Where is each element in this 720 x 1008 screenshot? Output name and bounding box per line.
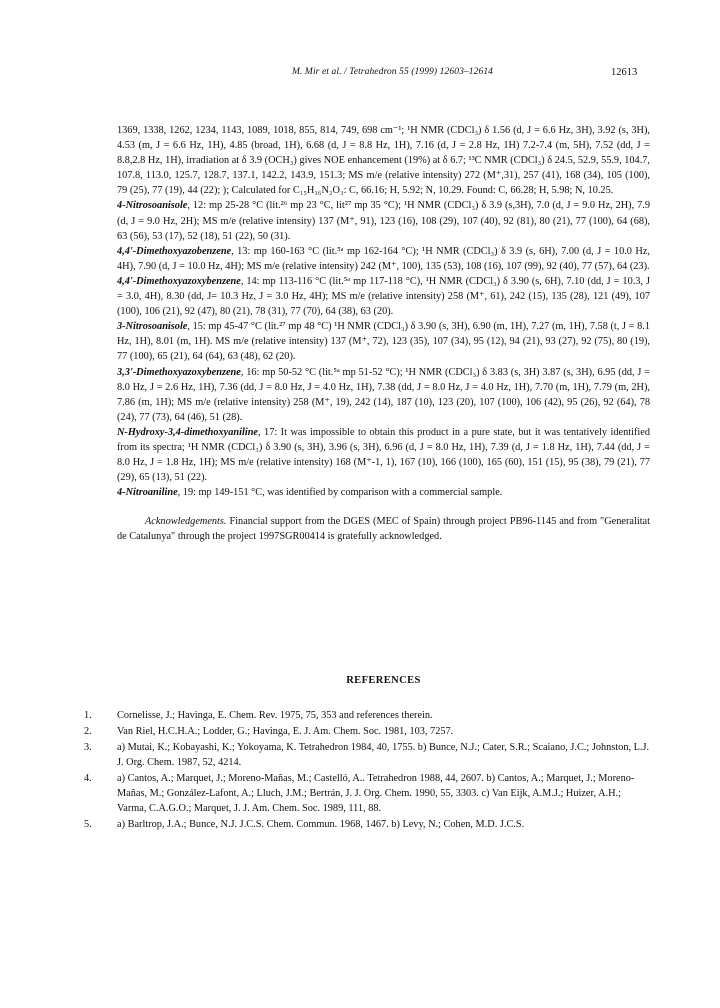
acknowledgements-label: Acknowledgements.	[145, 516, 227, 528]
compound-paragraph	[117, 244, 650, 274]
compound-data: , 13: mp 160-163 °C (lit.⁵ᵃ mp 162-164 °C); ¹H NMR (CDCl₃) δ 3.9 (s, 6H), 7.00 (d, J = 10.0 Hz, 4H), 7.90 (d, J = 10.0 Hz, 4H); MS m/e (relative intensity) 242 (M⁺, 100), 135 (53), 108 (16), 107 (99), 92 (40), 77 (57), 64 (23).	[117, 245, 650, 272]
compound-name: 4,4'-Dimethoxyazobenzene	[117, 245, 232, 257]
reference-item	[84, 817, 650, 832]
experimental-section	[117, 123, 650, 545]
reference-number: 1.	[84, 710, 92, 721]
acknowledgements-paragraph	[117, 514, 650, 544]
reference-text: Van Riel, H.C.H.A.; Lodder, G.; Havinga, E. J. Am. Chem. Soc. 1981, 103, 7257.	[117, 725, 454, 737]
reference-text: Cornelisse, J.; Havinga, E. Chem. Rev. 1975, 75, 353 and references therein.	[117, 710, 433, 721]
reference-list	[84, 708, 650, 833]
reference-item	[84, 771, 650, 817]
compound-name: N-Hydroxy-3,4-dimethoxyaniline	[117, 426, 258, 438]
reference-item	[84, 708, 650, 723]
references-heading: REFERENCES	[346, 675, 421, 686]
compound-data: , 15: mp 45-47 °C (lit.²⁷ mp 48 °C) ¹H NMR (CDCl₃) δ 3.90 (s, 3H), 6.90 (m, 1H), 7.27 (m, 1H), 7.58 (t, J = 8.1 Hz, 1H), 8.01 (m, 1H). MS m/e (relative intensity) 137 (M⁺, 72), 123 (35), 107 (34), 95 (12), 94 (21), 93 (27), 92 (75), 80 (19), 77 (100), 65 (21), 64 (64), 63 (48), 62 (20).	[117, 321, 650, 363]
compound-data: , 19: mp 149-151 °C, was identified by comparison with a commercial sample.	[177, 487, 503, 499]
compound-data: , 16: mp 50-52 °C (lit.⁵ᵃ mp 51-52 °C); ¹H NMR (CDCl₃) δ 3.83 (s, 3H) 3.87 (s, 3H), 6.95 (dd, J = 8.0 Hz, J = 2.6 Hz, 1H), 7.36 (dd, J = 8.0 Hz, J = 4.0 Hz, 1H), 7.38 (dd, J = 8.0 Hz, J = 4.0 Hz, 1H), 7.70 (m, 1H), 7.79 (m, 2H), 7.86 (m, 1H); MS m/e (relative intensity) 258 (M⁺, 19), 242 (14), 187 (10), 123 (20), 107 (100), 106 (42), 95 (26), 92 (64), 78 (24), 77 (73), 64 (46), 51 (28).	[117, 366, 650, 423]
acknowledgements-text: Financial support from the DGES (MEC of Spain) through project PB96-1145 and from "Generalitat de Catalunya" through the project 1997SGR00414 is gratefully acknowledged.	[117, 516, 650, 543]
compound-paragraph	[117, 274, 650, 319]
reference-item	[84, 724, 650, 739]
reference-text: a) Mutai, K.; Kobayashi, K.; Yokoyama, K. Tetrahedron 1984, 40, 1755. b) Bunce, N.J.; Cater, S.R.; Scaiano, J.C.; Johnston, L.J. J. Org. Chem. 1987, 52, 4214.	[117, 741, 650, 768]
compound-paragraph	[117, 425, 650, 485]
compound-name: 4,4'-Dimethoxyazoxybenzene	[117, 275, 241, 287]
compound-paragraph	[117, 485, 650, 500]
compound-name: 3,3'-Dimethoxyazoxybenzene	[117, 366, 241, 378]
compound-paragraph	[117, 319, 650, 364]
reference-text: a) Barltrop, J.A.; Bunce, N.J. J.C.S. Chem. Commun. 1968, 1467. b) Levy, N.; Cohen, M.D. J.C.S.	[117, 819, 525, 831]
compound-paragraph	[117, 365, 650, 425]
compound-name: 4-Nitrosoanisole	[117, 200, 188, 212]
running-head: M. Mir et al. / Tetrahedron 55 (1999) 12603–12614	[291, 67, 494, 77]
reference-number: 3.	[84, 741, 92, 753]
reference-number: 2.	[84, 725, 92, 737]
compound-paragraph	[117, 198, 650, 243]
compound-name: 4-Nitroaniline	[117, 487, 178, 499]
compound-name: 3-Nitrosoanisole	[117, 321, 188, 333]
compound-data: , 12: mp 25-28 °C (lit.²⁶ mp 23 °C, lit²⁷ mp 35 °C); ¹H NMR (CDCl₃) δ 3.9 (s,3H), 7.0 (d, J = 9.0 Hz, 2H), 7.9 (d, J = 9.0 Hz, 2H); MS m/e (relative intensity) 137 (M⁺, 91), 123 (16), 108 (29), 107 (40), 92 (81), 80 (21), 77 (100), 64 (68), 63 (56), 53 (17), 52 (18), 51 (22), 50 (31).	[117, 200, 650, 242]
compound-data: , 17: It was impossible to obtain this product in a pure state, but it was tentatively identified from its spectra; ¹H NMR (CDCl₃) δ 3.90 (s, 3H), 3.96 (s, 3H), 6.96 (d, J = 8.0 Hz, 1H), 7.39 (d, J = 1.8 Hz, 1H), 7.44 (dd, J = 8.0 Hz, J = 1.8 Hz, 1H); MS m/e (relative intensity) 168 (M⁺-1, 1), 167 (10), 166 (100), 165 (60), 151 (15), 95 (38), 79 (21), 77 (29), 65 (13), 51 (22).	[117, 426, 650, 484]
page-number: 12613	[611, 67, 638, 78]
reference-number: 4.	[84, 772, 92, 784]
reference-number: 5.	[84, 819, 92, 831]
compound-data: , 14: mp 113-116 °C (lit.⁵ᵃ mp 117-118 °C), ¹H NMR (CDCl₃) δ 3.90 (s, 6H), 7.10 (dd, J = 10.3, J = 3.0, 4H), 8.30 (dd, J= 10.3 Hz, J = 3.0 Hz, 4H); MS m/e (relative intensity) 258 (M⁺, 61), 242 (15), 135 (28), 121 (49), 107 (100), 106 (21), 92 (47), 80 (21), 78 (31), 77 (70), 64 (38), 63 (20).	[117, 275, 650, 318]
reference-text: a) Cantos, A.; Marquet, J.; Moreno-Mañas, M.; Castelló, A.. Tetrahedron 1988, 44, 2607. b) Cantos, A.; Marquet, J.; Moreno-Mañas, M.; González-Lafont, A.; Lluch, J.M.; Bertrán, J. J. Org. Chem. 1990, 55, 3303. c) Van Eijk, A.M.J.; Huizer, A.H.; Varma, C.A.G.O.; Marquet, J. J. Am. Chem. Soc. 1989, 111, 88.	[117, 772, 635, 815]
compound-paragraph: 1369, 1338, 1262, 1234, 1143, 1089, 1018, 855, 814, 749, 698 cm⁻¹; ¹H NMR (CDCl₃) δ 1.56 (d, J = 6.6 Hz, 3H), 3.92 (s, 3H), 4.53 (m, J = 6.6 Hz, 1H), 4.85 (broad, 1H), 6.68 (d, J = 8.8 Hz, 1H), 7.16 (d, J = 2.8 Hz, 1H) 7.2-7.4 (m, 5H), 7.52 (dd, J = 8.8,2.8 Hz, 1H), irradiation at δ 3.9 (OCH₃) gives NOE enhancement (19%) at δ 6.7; ¹³C NMR (CDCl₃) δ 24.5, 52.9, 55.9, 104.7, 107.8, 113.0, 125.7, 128.7, 137.1, 142.2, 143.9, 151.3; MS m/e (relative intensity) 272 (M⁺,31), 257 (41), 168 (34), 105 (100), 79 (25), 77 (19), 44 (22); ); Calculated for C₁₅H₁₆N₂O₃: C, 66.16; H, 5.92; N, 10.29. Found: C, 66.28; H, 5.98; N, 10.25.	[117, 125, 650, 197]
reference-item	[84, 740, 650, 771]
